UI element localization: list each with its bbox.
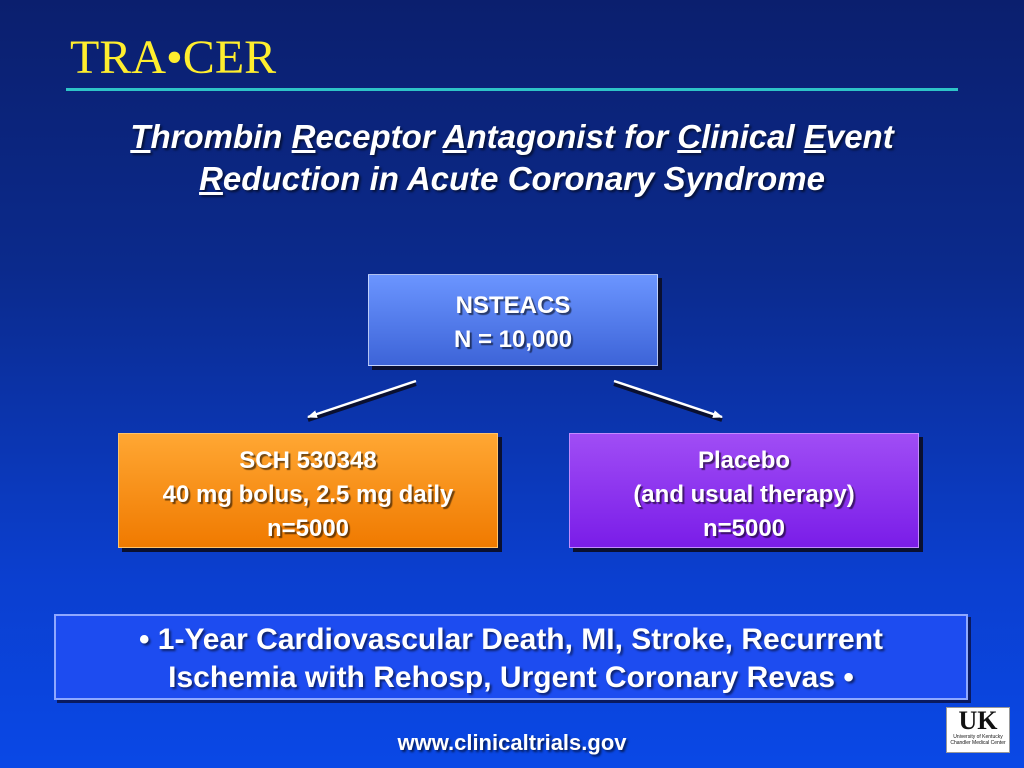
- treatment-dose: 40 mg bolus, 2.5 mg daily: [162, 481, 454, 508]
- treatment-drug: SCH 530348: [239, 447, 377, 474]
- logo-subtext: University of Kentucky Chandler Medical Center: [950, 734, 1006, 746]
- acronym-letter: A: [442, 118, 467, 155]
- acronym-letter: R: [291, 118, 316, 155]
- arrow-to-treatment: [308, 384, 416, 420]
- population-box: [368, 274, 658, 366]
- treatment-n: n=5000: [266, 515, 350, 542]
- placebo-arm-box: [569, 433, 919, 548]
- arrow-to-placebo: [614, 384, 722, 420]
- endpoint-line-1: • 1-Year Cardiovascular Death, MI, Stroke, Recurrent: [138, 623, 884, 656]
- placebo-n: n=5000: [702, 515, 786, 542]
- primary-endpoint-box: [54, 614, 968, 700]
- subtitle-text: eduction in Acute Coronary Syndrome: [222, 160, 825, 197]
- acronym-letter: E: [803, 118, 826, 155]
- university-logo: [946, 707, 1010, 753]
- acronym-letter: T: [130, 118, 151, 155]
- source-url: www.clinicaltrials.gov: [397, 730, 627, 755]
- slide-title: TRA•CER: [70, 31, 277, 84]
- subtitle-text: eceptor: [315, 118, 443, 155]
- subtitle-text: hrombin: [150, 118, 292, 155]
- endpoint-line-2: Ischemia with Rehosp, Urgent Coronary Revas •: [168, 661, 854, 694]
- placebo-detail: (and usual therapy): [633, 481, 855, 508]
- placebo-label: Placebo: [697, 447, 791, 474]
- acronym-letter: R: [199, 160, 223, 197]
- population-count: N = 10,000: [453, 326, 573, 353]
- subtitle-text: linical: [701, 118, 804, 155]
- subtitle-text: vent: [825, 118, 894, 155]
- acronym-letter: C: [677, 118, 702, 155]
- population-label: NSTEACS: [455, 292, 571, 319]
- treatment-arm-box: [118, 433, 498, 548]
- subtitle-text: ntagonist for: [466, 118, 678, 155]
- logo-mark: UK: [958, 706, 998, 735]
